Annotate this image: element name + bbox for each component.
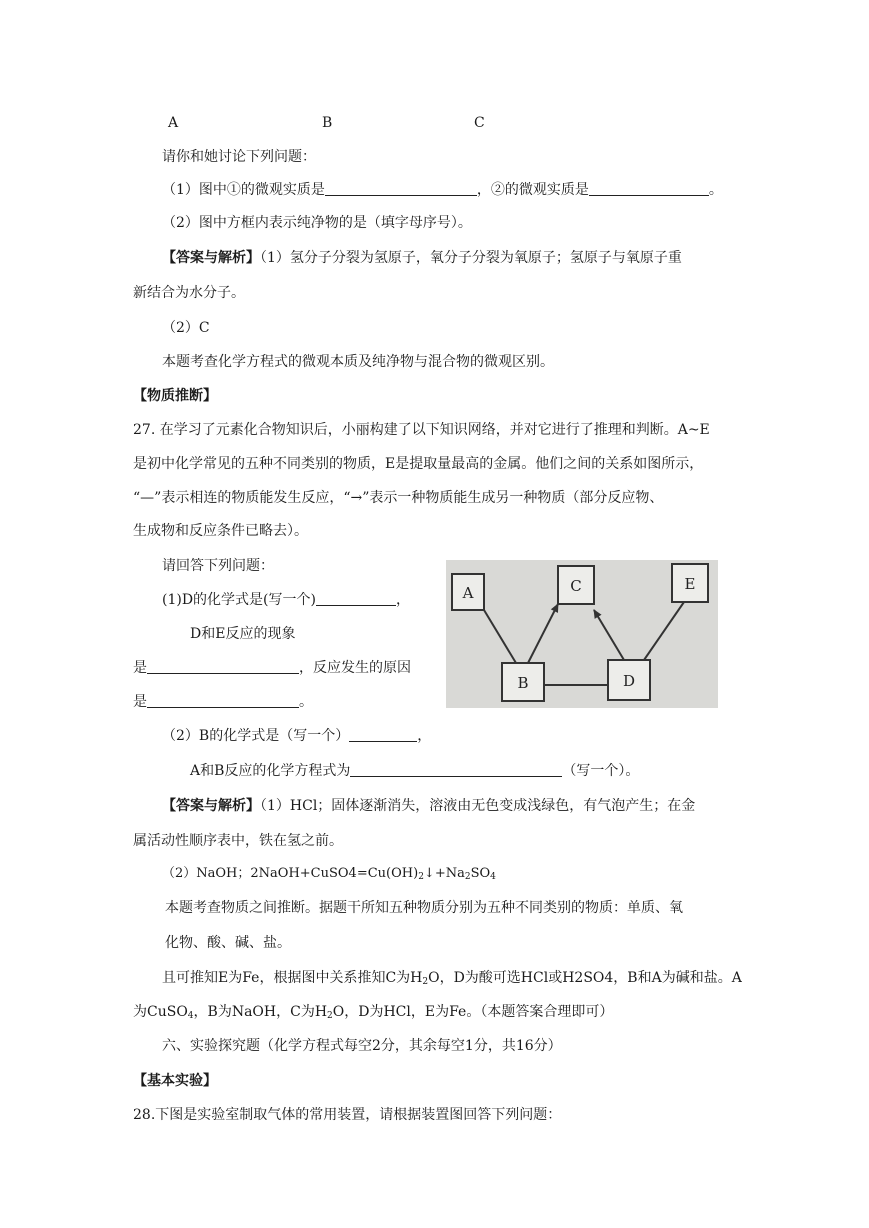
- q27-ans2-a: （2）NaOH；2NaOH+CuSO4=Cu(OH): [162, 866, 419, 881]
- q27-explanation-line3: [162, 968, 742, 988]
- box-a: [452, 574, 484, 610]
- q27-q2b: [190, 761, 639, 781]
- q26-item1: [162, 180, 723, 200]
- answer-blank[interactable]: [349, 727, 417, 742]
- q26-answer1-text: （1）氢分子分裂为氢原子，氧分子分裂为氧原子；氢原子与氧原子重: [260, 250, 682, 266]
- box-c-label: C: [570, 577, 582, 595]
- q27-exp4-a: 为CuSO: [133, 1004, 188, 1020]
- q27-q1a-text: (1)D的化学式是(写一个): [162, 592, 316, 608]
- q27-exp4-b: ，B为NaOH，C为H: [193, 1004, 328, 1020]
- q27-explanation-line1: 本题考查物质之间推断。据题干所知五种物质分别为五种不同类别的物质：单质、氧: [165, 900, 683, 916]
- box-d: [608, 660, 650, 700]
- diagram-svg: [446, 560, 718, 708]
- q27-ans2-c: SO: [470, 866, 491, 881]
- q27-answer-line2: 属活动性顺序表中，铁在氢之前。: [133, 833, 343, 849]
- q26-item1-text-b: ，②的微观实质是: [476, 182, 589, 198]
- q27-answer2: [162, 864, 496, 884]
- answer-blank[interactable]: [316, 591, 396, 606]
- q27-prompt: 请回答下列问题：: [162, 558, 274, 574]
- q27-exp4-c: O，D为HCl，E为Fe。（本题答案合理即可）: [332, 1004, 614, 1020]
- answer-blank[interactable]: [589, 181, 709, 196]
- knowledge-network-diagram: [446, 560, 718, 708]
- q27-stem-line3: “—”表示相连的物质能发生反应，“→”表示一种物质能生成另一种物质（部分反应物、: [133, 490, 664, 506]
- figure-label-c: C: [474, 115, 485, 131]
- q27-exp3-b: O，D为酸可选HCl或H2SO4，B和A为碱和盐。A: [428, 970, 742, 986]
- answer-tag: 【答案与解析】: [162, 798, 260, 814]
- section-heading-basic: 【基本实验】: [133, 1073, 217, 1089]
- q27-explanation-line4: [133, 1002, 613, 1022]
- box-d-label: D: [622, 672, 636, 690]
- box-e: [672, 564, 708, 602]
- q27-q2a: [162, 726, 431, 746]
- q27-exp4-sub1: 4: [187, 1011, 194, 1021]
- q27-ans2-sub1: 2: [418, 872, 424, 882]
- section6-heading: 六、实验探究题（化学方程式每空2分，其余每空1分，共16分）: [162, 1038, 562, 1054]
- q27-q2b-end: （写一个）。: [562, 763, 640, 779]
- figure-label-b: B: [322, 115, 333, 131]
- q26-item2: （2）图中方框内表示纯净物的是（填字母序号）。: [162, 215, 472, 231]
- q27-stem-line2: 是初中化学常见的五种不同类别的物质，E是提取量最高的金属。他们之间的关系如图所示，: [133, 456, 704, 472]
- answer-blank[interactable]: [350, 762, 562, 777]
- answer-blank[interactable]: [325, 181, 477, 196]
- q27-explanation-line2: 化物、酸、碱、盐。: [165, 935, 291, 951]
- answer-blank[interactable]: [147, 659, 299, 674]
- q26-answer2: （2）C: [162, 320, 210, 336]
- q27-q1c: [133, 658, 411, 678]
- box-b: [502, 663, 544, 701]
- line-e-d: [644, 602, 684, 660]
- box-c: [558, 566, 594, 604]
- q26-item1-end: 。: [708, 182, 723, 198]
- q26-answer-line2: 新结合为水分子。: [133, 285, 245, 301]
- q27-q2a-end: ，: [417, 728, 432, 744]
- q27-q1a-end: ，: [395, 592, 410, 608]
- arrow-b-c: [528, 604, 558, 663]
- section-heading-inference: 【物质推断】: [133, 388, 217, 404]
- q27-q1d: [133, 692, 313, 712]
- q26-prompt: 请你和她讨论下列问题：: [162, 149, 316, 165]
- line-a-b: [484, 610, 516, 663]
- figure-label-a: A: [168, 115, 179, 131]
- q27-stem-line1: 27. 在学习了元素化合物知识后，小丽构建了以下知识网络，并对它进行了推理和判断。A~E: [133, 422, 710, 438]
- q27-q2b-text: A和B反应的化学方程式为: [190, 763, 351, 779]
- q27-stem-line4: 生成物和反应条件已略去）。: [133, 523, 308, 539]
- q27-ans1-text: （1）HCl；固体逐渐消失，溶液由无色变成浅绿色，有气泡产生；在金: [260, 798, 696, 814]
- q27-q1c-mid: ，反应发生的原因: [299, 660, 411, 676]
- arrow-d-c: [594, 610, 624, 660]
- q26-item1-text-a: （1）图中①的微观实质是: [162, 182, 325, 198]
- q27-q1a: [162, 590, 410, 610]
- q27-answer-line1: [162, 796, 695, 816]
- answer-blank[interactable]: [147, 693, 299, 708]
- box-b-label: B: [517, 674, 529, 692]
- q27-q1d-end: 。: [299, 694, 313, 710]
- q27-ans2-sub3: 4: [490, 872, 496, 882]
- q27-ans2-b: ↓+Na: [423, 866, 465, 881]
- q27-exp3-sub: 2: [422, 977, 429, 987]
- q27-q2a-text: （2）B的化学式是（写一个）: [162, 728, 350, 744]
- box-e-label: E: [684, 575, 696, 593]
- box-a-label: A: [462, 584, 474, 602]
- q27-q1c-pre: 是: [133, 660, 147, 676]
- q27-q1b: D和E反应的现象: [190, 626, 296, 642]
- q26-answer-line1: [162, 248, 682, 268]
- q27-q1d-pre: 是: [133, 694, 147, 710]
- q26-note: 本题考查化学方程式的微观本质及纯净物与混合物的微观区别。: [162, 354, 554, 370]
- q27-exp4-sub2: 2: [327, 1011, 333, 1021]
- q27-ans2-sub2: 2: [464, 872, 471, 882]
- answer-tag: 【答案与解析】: [162, 250, 260, 266]
- q27-exp3-a: 且可推知E为Fe，根据图中关系推知C为H: [162, 970, 423, 986]
- q28-stem: 28.下图是实验室制取气体的常用装置，请根据装置图回答下列问题：: [133, 1107, 562, 1123]
